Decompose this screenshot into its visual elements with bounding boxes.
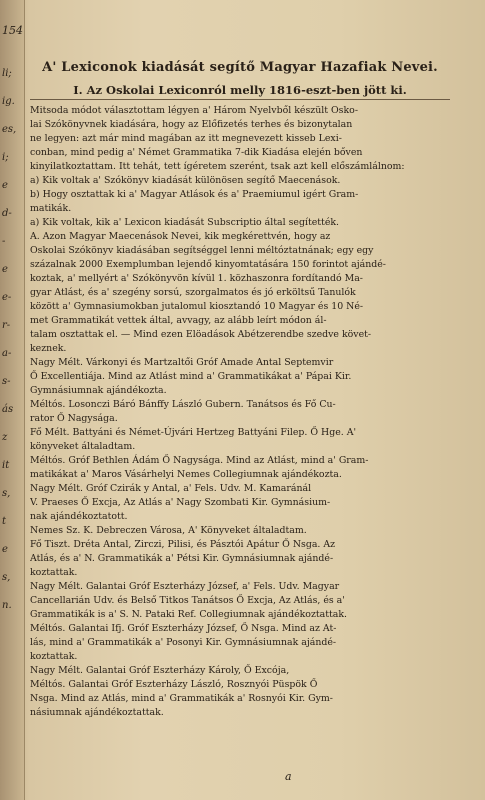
text-line: Atlás, és a' N. Grammatikák a' Pétsi Kir. Gymnásiumnak ajándé- (30, 553, 334, 564)
margin-mark: z (2, 432, 8, 443)
text-line: koztattak. (30, 567, 78, 578)
text-line: V. Praeses Ő Excja, Az Atlás a' Nagy Szombati Kir. Gymnásium- (30, 497, 331, 508)
page-number: 154 (2, 24, 23, 37)
text-line: a) Kik voltak, kik a' Lexicon kiadását Subscriptio által segítették. (30, 217, 340, 228)
text-line: Nagy Mélt. Galantai Gróf Eszterházy Károly, Ő Excója, (30, 665, 290, 676)
margin-mark: ig. (2, 96, 15, 107)
margin-mark: t (2, 516, 7, 527)
margin-marks (2, 60, 22, 620)
body-lines (30, 104, 450, 720)
page-gutter (0, 0, 25, 800)
text-line: Nsga. Mind az Atlás, mind a' Grammatikák a' Rosnyói Kir. Gym- (30, 693, 333, 704)
text-line: met Grammatikát vettek által, avvagy, az alább leírt módon ál- (30, 315, 327, 326)
margin-mark: n. (2, 600, 12, 611)
text-line: rator Ő Nagysága. (30, 413, 118, 424)
margin-mark: s, (2, 488, 11, 499)
text-line: koztattak. (30, 651, 78, 662)
margin-mark: - (2, 236, 6, 247)
text-line: Ő Excellentiája. Mind az Atlást mind a' Grammatikákat a' Pápai Kir. (30, 371, 352, 382)
text-line: Méltós. Galantai Ifj. Gróf Eszterházy József, Ő Nsga. Mind az At- (30, 623, 337, 634)
text-line: nak ajándékoztatott. (30, 511, 128, 522)
margin-mark: e (2, 544, 8, 555)
text-line: matikák. (30, 203, 72, 214)
text-block (30, 60, 450, 720)
text-line: Nemes Sz. K. Debreczen Városa, A' Könyveket általadtam. (30, 525, 307, 536)
text-line: Nagy Mélt. Várkonyi és Martzaltői Gróf Amade Antal Septemvir (30, 357, 334, 368)
text-line: Oskolai Szókönyv kiadásában segítséggel lenni méltóztatnának; egy egy (30, 245, 374, 256)
text-line: ne legyen: azt már mind magában az itt megnevezett kisseb Lexi- (30, 133, 342, 144)
margin-mark: e (2, 180, 8, 191)
margin-mark: s, (2, 572, 11, 583)
text-line: Mitsoda módot választottam légyen a' Három Nyelvből készült Osko- (30, 105, 358, 116)
text-line: lás, mind a' Grammatikák a' Posonyi Kir. Gymnásiumnak ajándé- (30, 637, 337, 648)
text-line: százalnak 2000 Exemplumban lejendő kinyomtatására 150 forintot ajándé- (30, 259, 386, 270)
text-line: Fő Mélt. Battyáni és Német-Újvári Hertzeg Battyáni Filep. Ő Hge. A' (30, 427, 357, 438)
margin-mark: a- (2, 348, 12, 359)
text-line: A. Azon Magyar Maecenások Nevei, kik megkérettvén, hogy az (30, 231, 331, 242)
margin-mark: ás (2, 404, 14, 415)
margin-mark: e- (2, 292, 12, 303)
text-line: násiumnak ajándékoztattak. (30, 707, 164, 718)
text-line: Gymnásiumnak ajándékozta. (30, 385, 167, 396)
signature-mark: a (285, 770, 292, 783)
text-line: Fő Tiszt. Dréta Antal, Zirczi, Pilisi, és Pásztói Apátur Ő Nsga. Az (30, 539, 336, 550)
text-line: gyar Atlást, és a' szegény sorsú, szorgalmatos és jó erköltsű Tanulók (30, 287, 356, 298)
margin-mark: r- (2, 320, 11, 331)
margin-mark: e (2, 264, 8, 275)
text-line: matikákat a' Maros Vásárhelyi Nemes Collegiumnak ajándékozta. (30, 469, 342, 480)
text-line: Méltós. Losonczi Báró Bánffy László Gubern. Tanátsos és Fő Cu- (30, 399, 336, 410)
margin-mark: es, (2, 124, 17, 135)
margin-mark: it (2, 460, 10, 471)
margin-mark: d- (2, 208, 12, 219)
text-line: Méltós. Gróf Bethlen Ádám Ő Nagysága. Mind az Atlást, mind a' Gram- (30, 455, 369, 466)
text-line: könyveket általadtam. (30, 441, 136, 452)
margin-mark: li; (2, 68, 12, 79)
text-line: Nagy Mélt. Gróf Czirák y Antal, a' Fels. Udv. M. Kamaránál (30, 483, 312, 494)
text-line: b) Hogy osztattak ki a' Magyar Atlások és a' Praemiumul igért Gram- (30, 189, 359, 200)
text-line: Grammatikák is a' S. N. Pataki Ref. Collegiumnak ajándékoztattak. (30, 609, 348, 620)
text-line: Méltós. Galantai Gróf Eszterházy László, Rosznyói Püspök Ő (30, 679, 318, 690)
text-line: conban, mind pedig a' Német Grammatika 7-dik Kiadása elején bőven (30, 147, 363, 158)
margin-mark: i; (2, 152, 9, 163)
text-line: koztak, a' mellyért a' Szókönyvön kívül 1. közhaszonra fordítandó Ma- (30, 273, 363, 284)
text-line: kinyilatkoztattam. Itt tehát, tett ígéretem szerént, tsak azt kell előszámlálnom: (30, 161, 405, 172)
text-line: talam osztattak el. — Mind ezen Elöadások Abétzerendbe szedve követ- (30, 329, 372, 340)
text-line: Cancellarián Udv. és Belső Titkos Tanátsos Ő Excja, Az Atlás, és a' (30, 595, 345, 606)
margin-mark: s- (2, 376, 11, 387)
text-line: keznek. (30, 343, 67, 354)
section-subheading: I. Az Oskolai Lexiconról melly 1816-eszt-ben jött ki. (30, 83, 450, 100)
page-heading: A' Lexiconok kiadását segítő Magyar Hazafiak Nevei. (42, 60, 438, 75)
text-line: között a' Gymnasiumokban jutalomul kiosztandó 10 Magyar és 10 Né- (30, 301, 364, 312)
text-line: lai Szókönyvnek kiadására, hogy az Előfizetés terhes és bizonytalan (30, 119, 353, 130)
text-line: a) Kik voltak a' Szókönyv kiadását különösen segítő Maecenások. (30, 175, 341, 186)
text-line: Nagy Mélt. Galantai Gróf Eszterházy József, a' Fels. Udv. Magyar (30, 581, 340, 592)
